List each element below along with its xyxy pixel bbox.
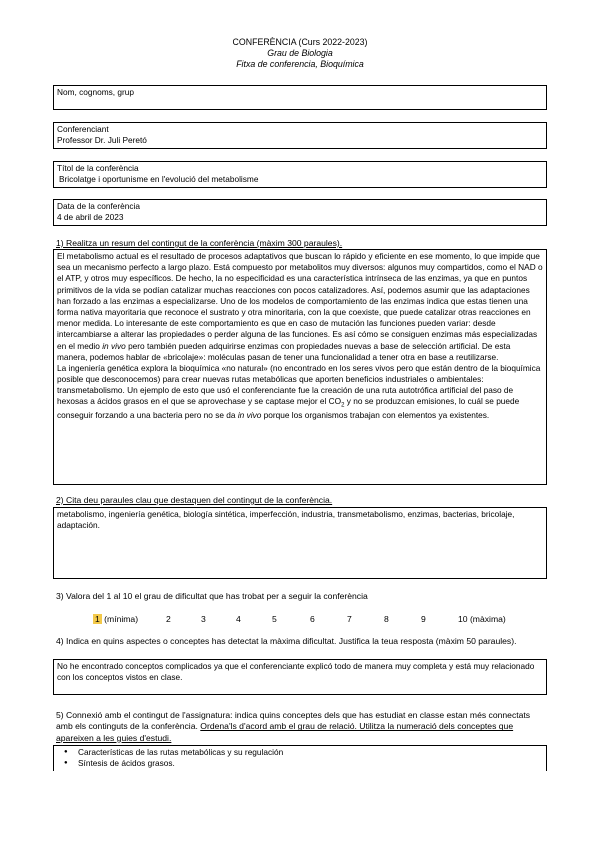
conference-title-value: Bricolatge i oportunisme en l'evolució del metabolisme	[59, 174, 259, 185]
conference-title-field[interactable]	[53, 161, 547, 188]
difficulty-option-3[interactable]: 3	[201, 614, 206, 624]
summary-paragraph-2: La ingeniería genética explora la bioquímica «no natural» (no encontrado en los seres vivos pero que están dentro de la bioquímica posible que desconocemos) para crear nuevas rutas metabólicas que aporten beneficios industriales o ambientales: transmetabolismo. Un ejemplo de esto que usó el conferenciante fue la creación de una ruta autotrófica artificial del paso de hexosas a ácidos grasos en el que se aprovechase y se captase mejor el $CO_2$ y no se produzcan emisiones, lo cuál se puede conseguir forzando a una bacteria pero no se da in vivo porque los organismos trabajan con elementos ya existentes.	[57, 362, 541, 421]
difficulty-option-4[interactable]: 4	[236, 614, 241, 624]
difficulty-answer: No he encontrado conceptos complicados ya que el conferenciante explicó todo de manera muy completa y está muy relacionado con los conceptos vistos en clase.	[57, 661, 535, 683]
difficulty-option-6[interactable]: 6	[310, 614, 315, 624]
conference-date-field[interactable]	[53, 199, 547, 226]
difficulty-option-7[interactable]: 7	[347, 614, 352, 624]
question-1-prompt: 1) Realitza un resum del contingut de la conferència (màxim 300 paraules).	[56, 238, 343, 248]
difficulty-answer-box[interactable]	[53, 659, 547, 695]
concepts-list	[58, 747, 543, 769]
document-subtitle-course: Grau de Biologia	[267, 48, 333, 58]
concepts-answer-box[interactable]	[53, 745, 547, 771]
keywords-answer-box[interactable]	[53, 507, 547, 579]
name-field[interactable]	[53, 85, 547, 110]
difficulty-option-10[interactable]: 10 (màxima)	[458, 614, 506, 624]
speaker-field[interactable]	[53, 122, 547, 149]
summary-answer-box[interactable]	[53, 249, 547, 485]
keywords-answer: metabolismo, ingeniería genética, biología sintética, imperfección, industria, transmetabolismo, enzimas, bacterias, bricolaje, adaptación.	[57, 509, 515, 531]
speaker-value: Professor Dr. Juli Peretó	[57, 135, 147, 146]
conference-date-value: 4 de abril de 2023	[57, 212, 124, 223]
question-4-prompt: 4) Indica en quins aspectes o conceptes has detectat la màxima dificultat. Justifica la teua resposta (màxim 50 paraules).	[56, 636, 517, 646]
concept-item: ● Características de las rutas metabólicas y su regulación	[78, 747, 543, 758]
conference-title-label: Títol de la conferència	[57, 163, 139, 173]
concept-item: ● Síntesis de ácidos grasos.	[78, 758, 543, 769]
conference-date-label: Data de la conferència	[57, 201, 141, 211]
difficulty-option-2[interactable]: 2	[166, 614, 171, 624]
difficulty-option-8[interactable]: 8	[384, 614, 389, 624]
question-2-prompt: 2) Cita deu paraules clau que destaquen del contingut de la conferència.	[56, 495, 333, 505]
difficulty-option-5[interactable]: 5	[272, 614, 277, 624]
summary-paragraph-1: El metabolismo actual es el resultado de procesos adaptativos que buscan lo rápido y eficiente en ese momento, lo que impide que sea un mecanismo perfecto a largo plazo. Está compuesto por metabolitos muy diversos: algunos muy compartidos, como el NAD o el ATP, y otros muy específicos. De hecho, la no especificidad es una característica intrínseca de las enzimas, ya que en puntos primitivos de la vida se podían catalizar muchas reacciones con pocos catalizadores. Así, podemos asumir que las adaptaciones han forzado a las enzimas a especializarse. Uno de los modelos de comportamiento de las enzimas indica que estas tienen una forma nativa mayoritaria que reconoce el sustrato y otra minoritaria, con la que coexiste, que puede catalizar otras reacciones en menor medida. Lo interesante de este comportamiento es que en caso de mutación las funciones pueden variar: desde intercambiarse a alterar las propiedades o perder alguna de las funciones. Es así cómo se consiguen enzimas más especializadas en el medio in vivo pero también pueden adquirirse enzimas con propiedades nuevas a base de selección artificial. De esta manera, podemos hablar de «bricolaje»: moléculas pasan de tener una funcionalidad a tener otra en base a reutilizarse.	[57, 251, 543, 362]
document-subtitle-form: Fitxa de conferencia, Bioquímica	[236, 59, 364, 69]
difficulty-option-9[interactable]: 9	[421, 614, 426, 624]
question-5-prompt: 5) Connexió amb el contingut de l'assignatura: indica quins conceptes dels que has estudiat en classe estan més connectats amb els continguts de la conferència. Ordena'ls d'acord amb el grau de relació. Utilitza la numeració dels conceptes que apareixen a les guies d'estudi.	[56, 710, 531, 743]
speaker-label: Conferenciant	[57, 124, 109, 134]
question-3-prompt: 3) Valora del 1 al 10 el grau de dificultat que has trobat per a seguir la conferència	[56, 591, 368, 601]
name-label: Nom, cognoms, grup	[57, 87, 135, 97]
document-title: CONFERÈNCIA (Curs 2022-2023)	[232, 37, 368, 47]
difficulty-option-1[interactable]: 1 (mínima)	[95, 614, 139, 624]
